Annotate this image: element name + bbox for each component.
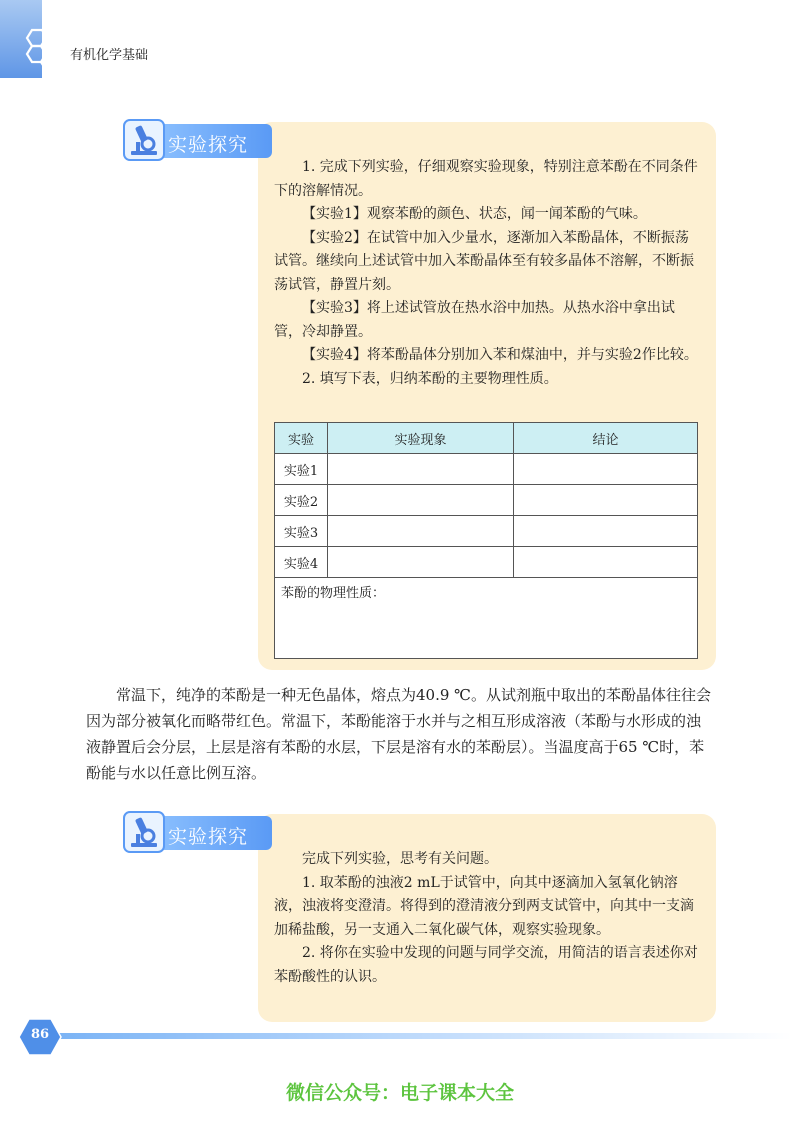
microscope-icon [122, 118, 166, 162]
table-row [275, 578, 698, 659]
phenomenon-cell[interactable] [328, 485, 514, 516]
table-header-row [275, 423, 698, 454]
conclusion-cell[interactable] [514, 516, 698, 547]
instruction-paragraph: 1. 完成下列实验，仔细观察实验现象，特别注意苯酚在不同条件下的溶解情况。 [274, 159, 698, 199]
footer-line [52, 1033, 792, 1039]
body-paragraph-block [86, 682, 714, 786]
conclusion-cell[interactable] [514, 547, 698, 578]
phenol-properties-table [274, 422, 698, 659]
badge-label: 实验探究 [168, 826, 249, 848]
conclusion-cell[interactable] [514, 454, 698, 485]
instruction-paragraph: 【实验1】观察苯酚的颜色、状态，闻一闻苯酚的气味。 [302, 206, 647, 222]
conclusion-cell[interactable] [514, 485, 698, 516]
page-number: 86 [30, 1027, 50, 1042]
instruction-paragraph: 【实验3】将上述试管放在热水浴中加热。从热水浴中拿出试管，冷却静置。 [274, 300, 675, 340]
phenomenon-cell[interactable] [328, 516, 514, 547]
experiment-instructions-2 [274, 848, 702, 989]
table-row [275, 454, 698, 485]
body-paragraph: 常温下，纯净的苯酚是一种无色晶体，熔点为40.9 ℃。从试剂瓶中取出的苯酚晶体往往会因为部分被氧化而略带红色。常温下，苯酚能溶于水并与之相互形成溶液（苯酚与水形成的浊液静置后会分层，上层是溶有苯酚的水层，下层是溶有水的苯酚层）。当温度高于65 ℃时，苯酚能与水以任意比例互溶。 [86, 686, 711, 782]
watermark-text: 微信公众号：电子课本大全 [285, 1082, 514, 1104]
instruction-paragraph: 【实验4】将苯酚晶体分别加入苯和煤油中，并与实验2作比较。 [302, 347, 698, 363]
row-label: 实验4 [275, 547, 328, 578]
experiment-instructions-1 [274, 156, 702, 391]
instruction-paragraph: 2. 将你在实验中发现的问题与同学交流，用简洁的语言表述你对苯酚酸性的认识。 [274, 945, 698, 985]
row-label: 实验1 [275, 454, 328, 485]
experiment-badge-1 [122, 118, 272, 162]
experiment-badge-2 [122, 810, 272, 854]
header-title: 有机化学基础 [70, 48, 149, 63]
phenomenon-cell[interactable] [328, 547, 514, 578]
table-row [275, 547, 698, 578]
instruction-paragraph: 1. 取苯酚的浊液2 mL于试管中，向其中逐滴加入氢氧化钠溶液，浊液将变澄清。将得到的澄清液分到两支试管中，向其中一支滴加稀盐酸，另一支通入二氧化碳气体，观察实验现象。 [274, 874, 694, 938]
table-header-phenomenon: 实验现象 [328, 423, 514, 454]
table-row [275, 485, 698, 516]
table-row [275, 516, 698, 547]
instruction-paragraph: 完成下列实验，思考有关问题。 [302, 851, 498, 867]
instruction-paragraph: 2. 填写下表，归纳苯酚的主要物理性质。 [302, 370, 558, 387]
badge-label: 实验探究 [168, 134, 249, 156]
physical-properties-cell[interactable]: 苯酚的物理性质： [275, 578, 698, 659]
hexagon-logo-icon [18, 28, 68, 76]
phenomenon-cell[interactable] [328, 454, 514, 485]
microscope-icon [122, 810, 166, 854]
instruction-paragraph: 【实验2】在试管中加入少量水，逐渐加入苯酚晶体，不断振荡试管。继续向上述试管中加入苯酚晶体至有较多晶体不溶解，不断振荡试管，静置片刻。 [274, 229, 694, 293]
row-label: 实验3 [275, 516, 328, 547]
table-header-conclusion: 结论 [514, 423, 698, 454]
row-label: 实验2 [275, 485, 328, 516]
table-header-experiment: 实验 [275, 423, 328, 454]
